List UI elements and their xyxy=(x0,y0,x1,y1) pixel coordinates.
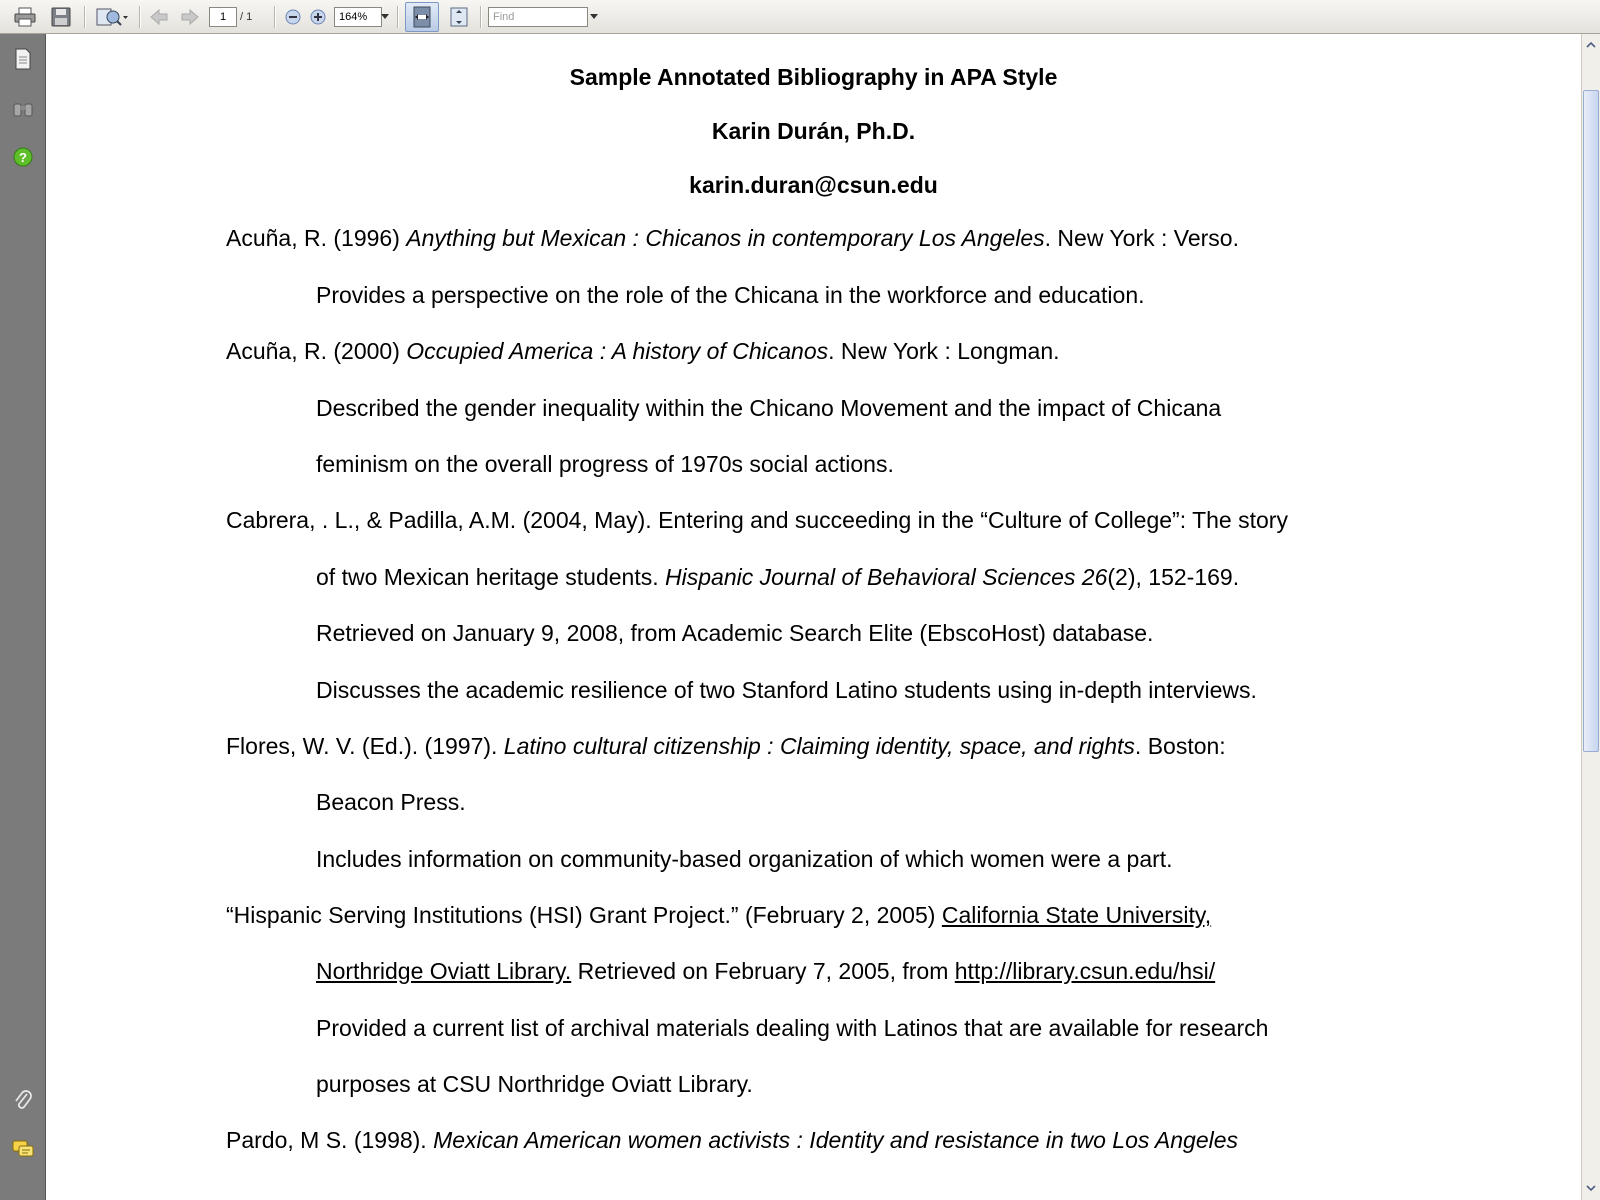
citation-line xyxy=(226,225,1239,252)
document-title: Sample Annotated Bibliography in APA Style xyxy=(569,64,1058,90)
citation-line: Beacon Press. xyxy=(316,789,466,815)
citation-line: Retrieved on January 9, 2008, from Academic Search Elite (EbscoHost) database. xyxy=(316,620,1154,646)
scroll-up-button[interactable] xyxy=(1583,36,1599,52)
scrollbar-thumb[interactable] xyxy=(1583,90,1599,752)
citation-text: (2), 152-169. xyxy=(1107,564,1240,590)
arrow-right-icon xyxy=(181,9,199,25)
chevron-down-icon xyxy=(590,14,598,20)
pdf-page xyxy=(46,34,1581,1200)
binoculars-icon xyxy=(12,100,34,118)
citation-journal-title: Hispanic Journal of Behavioral Sciences 26 xyxy=(665,564,1108,590)
pages-panel-button[interactable] xyxy=(8,44,38,74)
fit-width-icon xyxy=(412,6,432,28)
citation-text: Acuña, R. (1996) xyxy=(226,225,407,251)
zoom-dropdown-button[interactable] xyxy=(379,4,391,30)
chevron-down-icon xyxy=(1586,1185,1596,1192)
citation-line xyxy=(316,958,1215,985)
next-page-button[interactable] xyxy=(178,4,202,30)
citation-line xyxy=(226,1127,1238,1154)
navigation-pane xyxy=(0,34,46,1200)
annotation-line: Described the gender inequality within the Chicano Movement and the impact of Chicana xyxy=(316,395,1222,421)
comments-icon xyxy=(12,1139,34,1159)
fit-page-icon xyxy=(450,7,468,27)
citation-text: . Boston: xyxy=(1134,733,1226,759)
citation-line xyxy=(226,733,1226,760)
citation-book-title: Latino cultural citizenship : Claiming identity, space, and rights xyxy=(503,733,1135,759)
document-viewport[interactable] xyxy=(46,34,1581,1200)
page-number-input[interactable]: 1 xyxy=(209,7,237,27)
help-button[interactable] xyxy=(8,142,38,172)
citation-link[interactable]: California State University, xyxy=(941,902,1212,928)
zoom-out-button[interactable] xyxy=(283,4,303,30)
author-name: Karin Durán, Ph.D. xyxy=(711,118,916,144)
zoom-in-icon xyxy=(310,9,326,25)
document-search-icon xyxy=(95,6,129,28)
find-panel-button[interactable] xyxy=(8,94,38,124)
annotation-line: Discusses the academic resilience of two Stanford Latino students using in-depth interviews. xyxy=(316,677,1257,703)
citation-line xyxy=(226,902,1211,929)
search-tools-button[interactable] xyxy=(93,4,131,30)
citation-book-title: Anything but Mexican : Chicanos in contemporary Los Angeles xyxy=(406,225,1045,251)
citation-book-title: Mexican American women activists : Identity and resistance in two Los Angeles xyxy=(433,1127,1239,1153)
zoom-level-select[interactable]: 164% xyxy=(334,7,382,27)
citation-text: of two Mexican heritage students. xyxy=(316,564,666,590)
paperclip-icon xyxy=(13,1090,33,1112)
citation-text: Flores, W. V. (Ed.). (1997). xyxy=(226,733,504,759)
annotation-line: Provided a current list of archival materials dealing with Latinos that are available for research xyxy=(316,1015,1269,1041)
printer-icon xyxy=(14,7,36,27)
fit-page-button[interactable] xyxy=(446,4,472,30)
url-link[interactable]: http://library.csun.edu/hsi/ xyxy=(954,958,1216,984)
zoom-out-icon xyxy=(285,9,301,25)
fit-width-button[interactable] xyxy=(405,2,439,32)
print-button[interactable] xyxy=(12,4,38,30)
annotation-line: purposes at CSU Northridge Oviatt Library. xyxy=(316,1071,753,1097)
citation-line: Cabrera, . L., & Padilla, A.M. (2004, May). Entering and succeeding in the “Culture of College”: The story xyxy=(226,507,1288,533)
save-button[interactable] xyxy=(48,4,74,30)
citation-line xyxy=(316,564,1239,591)
annotation-line: Includes information on community-based organization of which women were a part. xyxy=(316,846,1173,872)
chevron-down-icon xyxy=(381,14,389,20)
citation-text: . New York : Verso. xyxy=(1044,225,1239,251)
citation-text: Pardo, M S. (1998). xyxy=(226,1127,434,1153)
annotation-line: Provides a perspective on the role of the Chicana in the workforce and education. xyxy=(316,282,1145,308)
attachments-button[interactable] xyxy=(8,1086,38,1116)
find-options-button[interactable] xyxy=(588,4,600,30)
citation-text: Acuña, R. (2000) xyxy=(226,338,407,364)
citation-book-title: Occupied America : A history of Chicanos xyxy=(406,338,829,364)
previous-page-button[interactable] xyxy=(147,4,171,30)
comments-button[interactable] xyxy=(8,1134,38,1164)
help-icon xyxy=(13,147,33,167)
toolbar xyxy=(0,0,1600,34)
zoom-in-button[interactable] xyxy=(308,4,328,30)
citation-text: Retrieved on February 7, 2005, from xyxy=(571,958,955,984)
citation-link[interactable]: Northridge Oviatt Library. xyxy=(316,958,572,984)
vertical-scrollbar[interactable] xyxy=(1581,34,1600,1200)
annotation-line: feminism on the overall progress of 1970s social actions. xyxy=(316,451,894,477)
svg-text:?: ? xyxy=(19,150,27,165)
floppy-disk-icon xyxy=(51,7,71,27)
citation-text: . New York : Longman. xyxy=(828,338,1060,364)
arrow-left-icon xyxy=(150,9,168,25)
page-total-label: / 1 xyxy=(240,11,253,23)
citation-text: “Hispanic Serving Institutions (HSI) Grant Project.” (February 2, 2005) xyxy=(226,902,942,928)
citation-line xyxy=(226,338,1060,365)
chevron-up-icon xyxy=(1586,41,1596,48)
find-input[interactable]: Find xyxy=(488,7,588,27)
author-email: karin.duran@csun.edu xyxy=(689,172,938,198)
scroll-down-button[interactable] xyxy=(1583,1180,1599,1196)
pages-icon xyxy=(14,48,32,70)
